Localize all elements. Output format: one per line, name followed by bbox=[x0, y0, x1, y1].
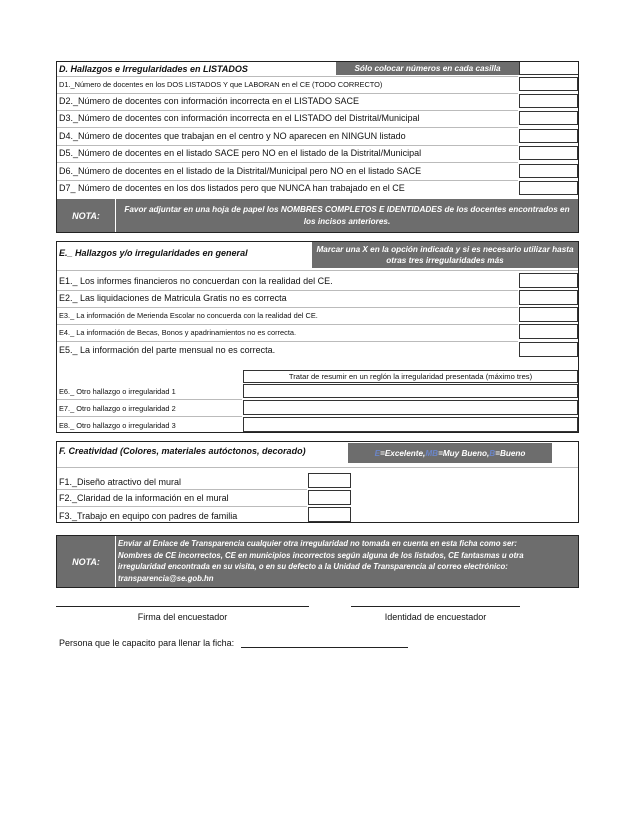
d6-label: D6._Número de docentes en el listado de la Distrital/Municipal pero NO en el listado SACE bbox=[59, 166, 422, 176]
legend-mb-text: =Muy Bueno, bbox=[438, 448, 490, 458]
e6-label: E6._ Otro hallazgo o irregularidad 1 bbox=[59, 387, 176, 396]
summary-hint: Tratar de resumir en un reglón la irregularidad presentada (máximo tres) bbox=[243, 370, 578, 383]
legend-b-text: =Bueno bbox=[495, 448, 526, 458]
divider bbox=[57, 127, 518, 128]
divider bbox=[57, 416, 242, 417]
e1-input[interactable] bbox=[519, 273, 578, 288]
persona-label: Persona que le capacito para llenar la ficha: bbox=[59, 638, 235, 648]
d3-label: D3._Número de docentes con información incorrecta en el LISTADO del Distrital/Municipal bbox=[59, 113, 420, 123]
d1-input[interactable] bbox=[519, 77, 578, 91]
e6-input[interactable] bbox=[243, 384, 578, 398]
f2-input[interactable] bbox=[308, 490, 351, 505]
f3-input[interactable] bbox=[308, 507, 351, 522]
e4-label: E4._ La información de Becas, Bonos y apadrinamientos no es correcta. bbox=[59, 328, 297, 337]
persona-input[interactable] bbox=[241, 647, 408, 648]
f2-label: F2._Claridad de la información en el mural bbox=[59, 493, 229, 503]
d4-input[interactable] bbox=[519, 129, 578, 143]
f1-input[interactable] bbox=[308, 473, 351, 488]
section-f-title: F. Creatividad (Colores, materiales autóctonos, decorado) bbox=[59, 446, 306, 456]
section-d-note-label: NOTA: bbox=[57, 199, 115, 232]
divider bbox=[57, 76, 518, 77]
final-note-label: NOTA: bbox=[57, 536, 115, 587]
section-d-instruction: Sólo colocar números en cada casilla bbox=[336, 62, 519, 75]
d5-label: D5._Número de docentes en el listado SACE pero NO en el listado de la Distrital/Municipal bbox=[59, 148, 422, 158]
divider bbox=[57, 270, 578, 271]
d3-input[interactable] bbox=[519, 111, 578, 125]
e8-label: E8._ Otro hallazgo o irregularidad 3 bbox=[59, 421, 176, 430]
divider bbox=[57, 506, 307, 507]
f1-label: F1._Diseño atractivo del mural bbox=[59, 477, 182, 487]
section-d-title: D. Hallazgos e Irregularidades en LISTADOS bbox=[59, 64, 248, 74]
final-note-line-3: irregularidad encontrada en su visita, o en su defecto a la Unidad de Transparencia al correo electrónico: bbox=[118, 562, 508, 571]
d6-input[interactable] bbox=[519, 164, 578, 178]
section-e-instruction: Marcar una X en la opción indicada y si es necesario utilizar hasta otras tres irregularidades más bbox=[312, 242, 578, 268]
legend-e-text: =Excelente, bbox=[380, 448, 426, 458]
legend-mb-key: MB bbox=[425, 448, 439, 458]
section-e-title: E._ Hallazgos y/o irregularidades en general bbox=[59, 248, 248, 258]
divider bbox=[57, 467, 578, 468]
section-d-note-text: Favor adjuntar en una hoja de papel los NOMBRES COMPLETOS E IDENTIDADES de los docentes encontrados en los incisos anteriores. bbox=[116, 199, 578, 232]
e2-input[interactable] bbox=[519, 290, 578, 305]
section-f-legend bbox=[348, 443, 552, 463]
e1-label: E1._ Los informes financieros no concuerdan con la realidad del CE. bbox=[59, 276, 333, 286]
d1-label: D1._Número de docentes en los DOS LISTADOS Y que LABORAN en el CE (TODO CORRECTO) bbox=[59, 80, 383, 89]
firma-line[interactable] bbox=[56, 606, 309, 607]
divider bbox=[57, 341, 518, 342]
divider bbox=[57, 307, 518, 308]
d2-label: D2._Número de docentes con información incorrecta en el LISTADO SACE bbox=[59, 96, 359, 106]
divider bbox=[57, 162, 518, 163]
e7-input[interactable] bbox=[243, 400, 578, 415]
e5-label: E5._ La información del parte mensual no es correcta. bbox=[59, 345, 276, 355]
legend-e-key: E bbox=[374, 448, 381, 458]
identidad-label: Identidad de encuestador bbox=[384, 612, 487, 622]
divider bbox=[57, 489, 307, 490]
f3-label: F3._Trabajo en equipo con padres de familia bbox=[59, 511, 238, 521]
final-note-line-1: Enviar al Enlace de Transparencia cualquier otra irregularidad no tomada en cuenta en esta ficha como ser: bbox=[118, 539, 517, 548]
e3-input[interactable] bbox=[519, 307, 578, 322]
divider bbox=[57, 180, 518, 181]
divider bbox=[57, 145, 518, 146]
divider bbox=[57, 324, 518, 325]
e7-label: E7._ Otro hallazgo o irregularidad 2 bbox=[59, 404, 176, 413]
divider bbox=[57, 399, 242, 400]
d2-input[interactable] bbox=[519, 94, 578, 108]
d4-label: D4._Número de docentes que trabajan en el centro y NO aparecen en NINGUN listado bbox=[59, 131, 406, 141]
e2-label: E2._ Las liquidaciones de Matricula Gratis no es correcta bbox=[59, 293, 287, 303]
identidad-line[interactable] bbox=[351, 606, 520, 607]
e5-input[interactable] bbox=[519, 342, 578, 357]
e3-label: E3._ La información de Merienda Escolar no concuerda con la realidad del CE. bbox=[59, 311, 318, 320]
final-note-email: transparencia@se.gob.hn bbox=[118, 573, 214, 583]
firma-label: Firma del encuestador bbox=[137, 612, 228, 622]
divider bbox=[57, 93, 518, 94]
d-input-header[interactable] bbox=[519, 62, 578, 75]
final-note-text bbox=[116, 536, 578, 587]
legend-b-key: B bbox=[489, 448, 496, 458]
d5-input[interactable] bbox=[519, 146, 578, 160]
divider bbox=[57, 290, 518, 291]
divider bbox=[57, 110, 518, 111]
e4-input[interactable] bbox=[519, 324, 578, 339]
e8-input[interactable] bbox=[243, 417, 578, 432]
d7-input[interactable] bbox=[519, 181, 578, 195]
final-note-line-2: Nombres de CE incorrectos, CE en municipios incorrectos según alguna de los listados, CE fantasmas u otra bbox=[118, 550, 524, 560]
d7-label: D7_ Número de docentes en los dos listados pero que NUNCA han trabajado en el CE bbox=[59, 183, 405, 193]
